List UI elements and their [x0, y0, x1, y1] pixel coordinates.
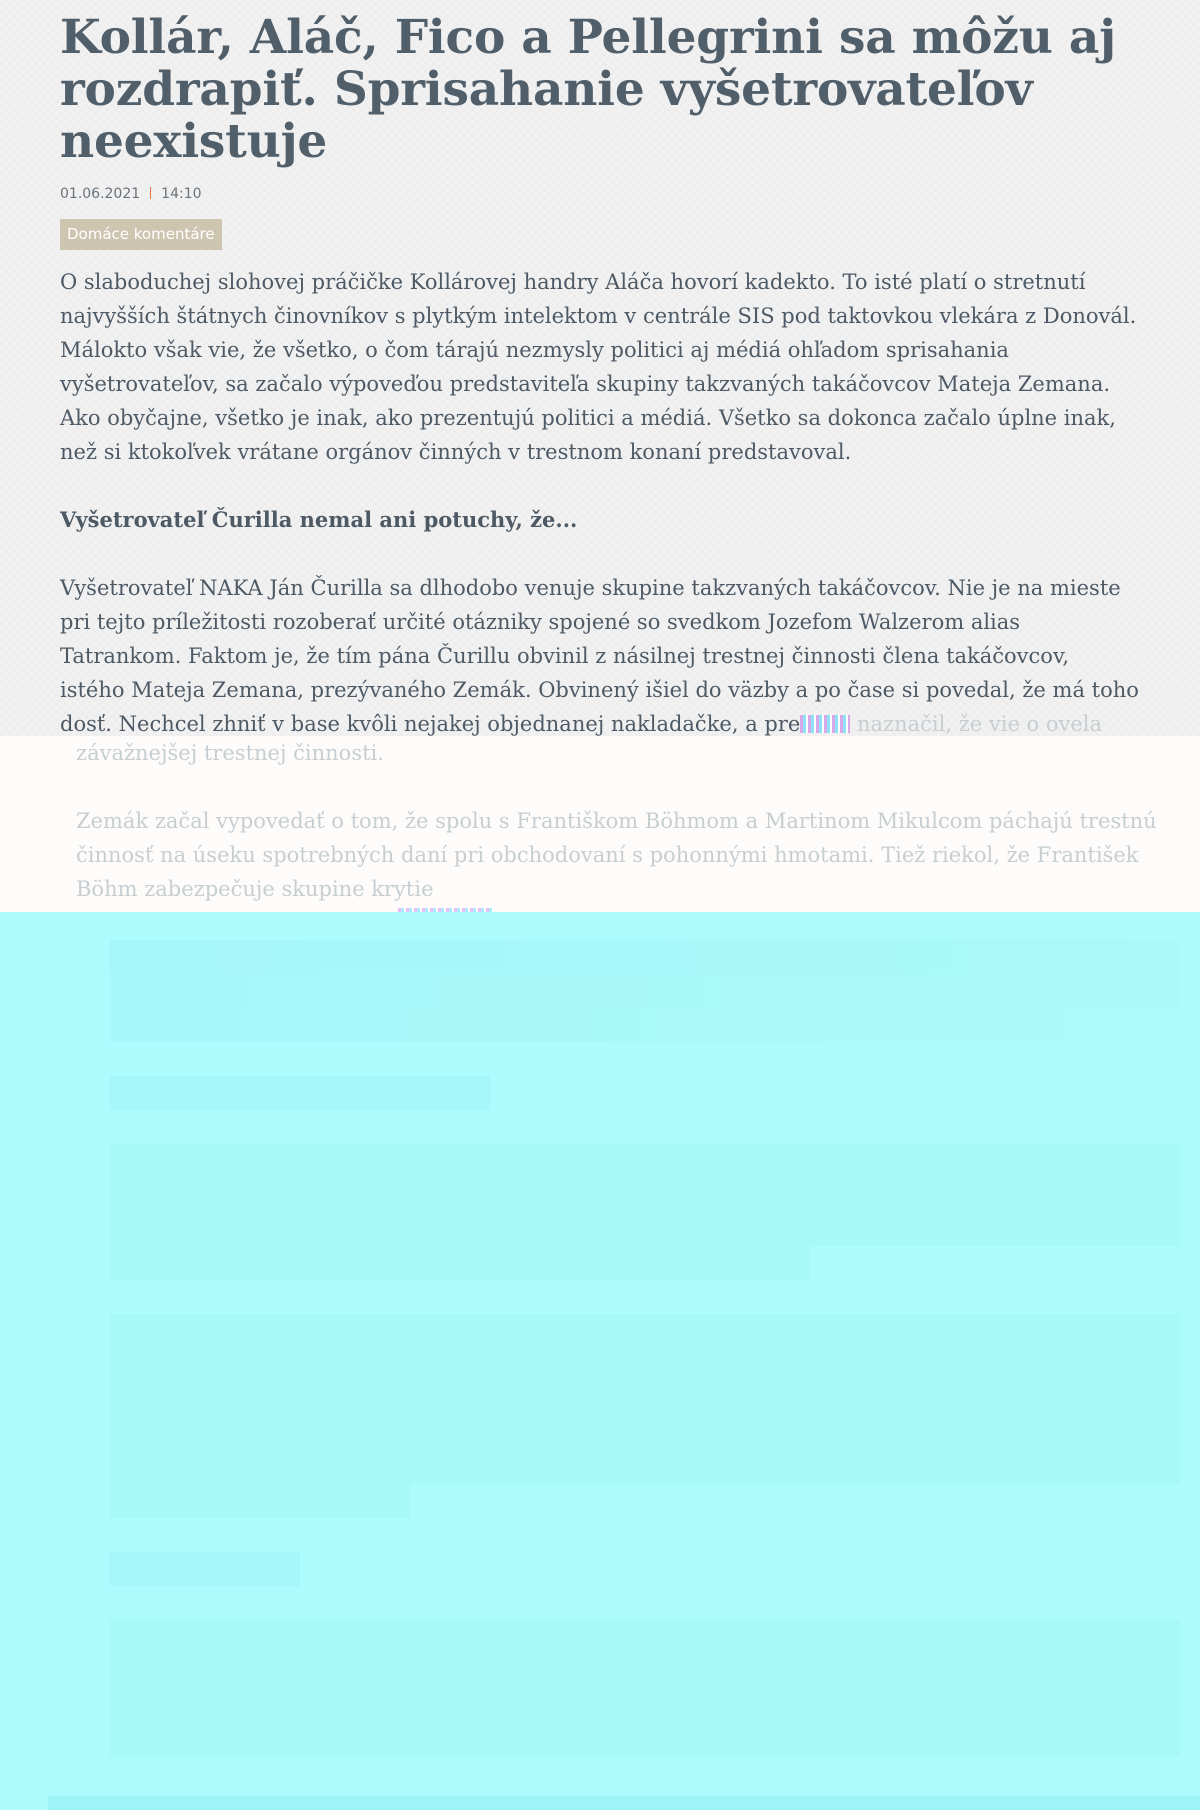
artifact-line	[110, 974, 1180, 1008]
article-subheading: Vyšetrovateľ Čurilla nemal ani potuchy, že...	[60, 507, 578, 532]
category-tag[interactable]: Domáce komentáre	[60, 219, 222, 250]
article-paragraph-line: činnosť na úseku spotrebných daní pri obchodovaní s pohonnými hmotami. Tiež riekol, že František	[76, 843, 1139, 867]
artifact-line	[110, 1450, 1180, 1484]
artifact-line	[110, 1654, 1180, 1688]
faded-text	[76, 736, 1176, 906]
artifact-line	[110, 1722, 1180, 1756]
article-paragraph: závažnejšej trestnej činnosti.	[76, 741, 384, 765]
artifact-strip	[48, 1796, 1200, 1810]
artifact-line	[110, 1688, 1180, 1722]
article-title: Kollár, Aláč, Fico a Pellegrini sa môžu aj rozdrapiť. Sprisahanie vyšetrovateľov neexistuje	[60, 10, 1116, 169]
article-paragraph-line: Böhm zabezpečuje skupine krytie	[76, 877, 434, 901]
artifact-line	[110, 1620, 1180, 1654]
meta-separator	[150, 187, 151, 199]
artifact-line	[110, 1178, 1180, 1212]
article	[60, 0, 1140, 741]
article-meta	[60, 184, 1140, 204]
artifact-line	[110, 1144, 1180, 1178]
publish-date: 01.06.2021	[60, 186, 141, 202]
paragraph-text: Vyšetrovateľ NAKA Ján Čurilla sa dlhodobo venuje skupine takzvaných takáčovcov. Nie je na mieste pri tejto príležitosti rozoberať určité otázniky spojené so svedkom Jozefom Walzerom alias Tatrankom. Faktom je, že tím pána Čurillu obvinil z násilnej trestnej činnosti člena takáčovcov, istého Mateja Zemana, prezývaného Zemák. Obvinený išiel do väzby a po čase si povedal, že má toho dosť. Nechcel zhniť v base kvôli nejakej objednanej nakladačke, a pre	[60, 576, 1139, 736]
artifact-line	[110, 1552, 300, 1586]
artifact-line	[110, 1246, 810, 1280]
render-glitch	[800, 715, 850, 733]
article-paragraph-line: Zemák začal vypovedať o tom, že spolu s Františkom Böhmom a Martinom Mikulcom páchajú trestnú	[76, 809, 1157, 833]
artifact-line	[110, 940, 1180, 974]
artifact-line	[110, 1076, 490, 1110]
artifact-line	[110, 1348, 1180, 1382]
artifact-line	[110, 1212, 1180, 1246]
artifact-text	[110, 940, 1180, 1756]
artifact-line	[110, 1484, 410, 1518]
article-paragraph	[60, 571, 1140, 741]
article-paragraph: O slaboduchej slohovej práčičke Kollárovej handry Aláča hovorí kadekto. To isté platí o stretnutí najvyšších štátnych činovníkov s plytkým intelektom v centrále SIS pod taktovkou vlekára z Donovál. Málokto však vie, že všetko, o čom tárajú nezmysly politici aj médiá ohľadom sprisahania vyšetrovateľov, sa začalo výpoveďou predstaviteľa skupiny takzvaných takáčovcov Mateja Zemana. Ako obyčajne, všetko je inak, ako prezentujú politici a médiá. Všetko sa dokonca začalo úplne inak, než si ktokoľvek vrátane orgánov činných v trestnom konaní predstavoval.	[60, 270, 1137, 464]
paragraph-text-faded: naznačil, že vie o ovela	[857, 712, 1103, 736]
artifact-line	[110, 1382, 1180, 1416]
render-artifact-overlay	[0, 912, 1200, 1810]
artifact-line	[110, 1008, 1070, 1042]
artifact-line	[110, 1416, 1180, 1450]
publish-time: 14:10	[161, 186, 202, 202]
artifact-line	[110, 1314, 1180, 1348]
